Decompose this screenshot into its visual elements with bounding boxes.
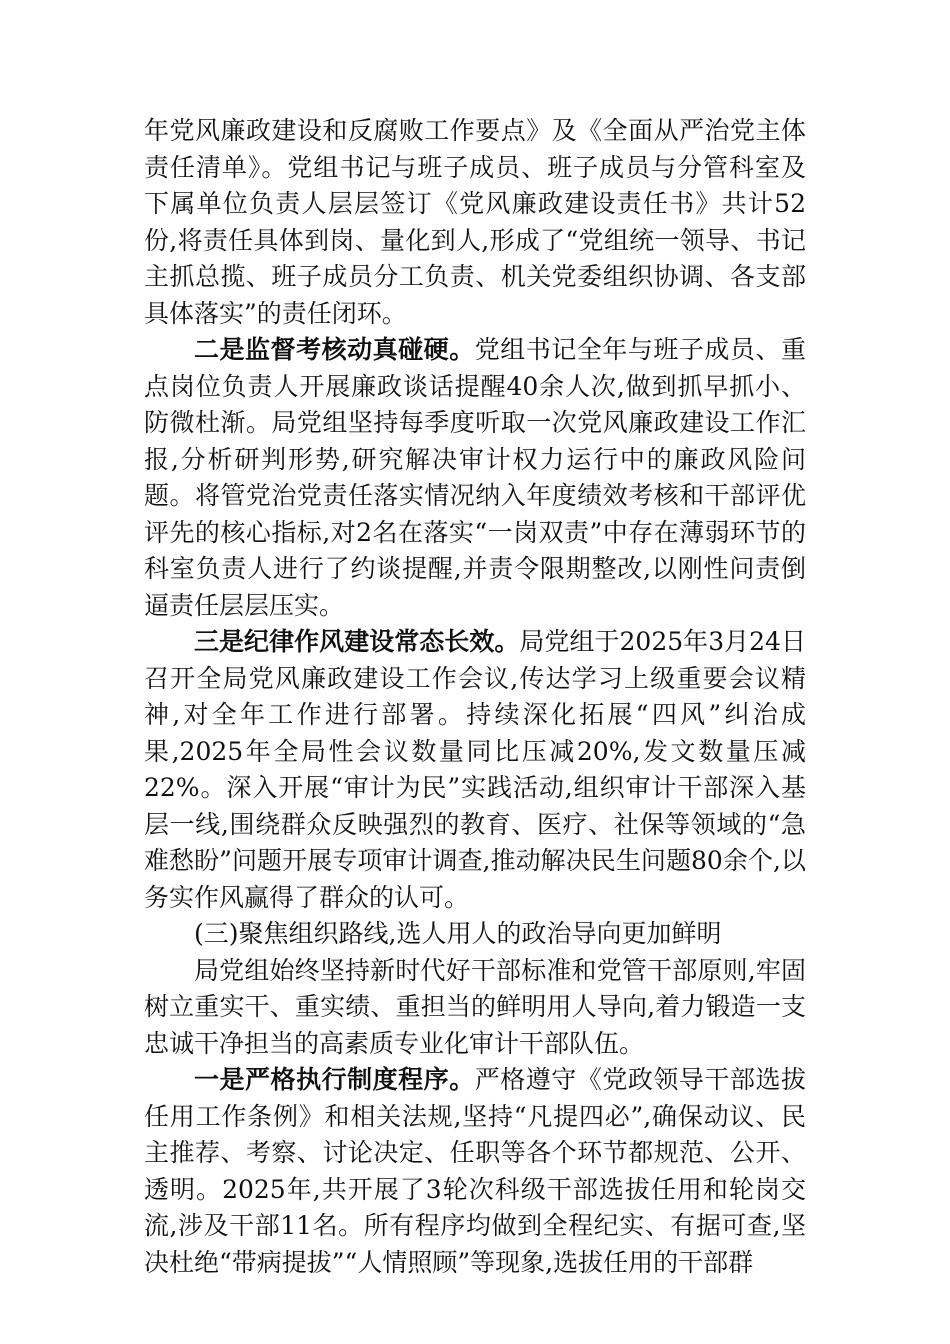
paragraph-text: 局党组始终坚持新时代好干部标准和党管干部原则,牢固树立重实干、重实绩、重担当的鲜明用人导向,着力锻造一支忠诚干净担当的高素质专业化审计干部队伍。 <box>144 955 806 1058</box>
section-heading <box>144 916 806 953</box>
paragraph-supervision <box>144 332 806 624</box>
paragraph-discipline-style <box>144 624 806 916</box>
section-heading-text: (三)聚焦组织路线,选人用人的政治导向更加鲜明 <box>194 919 722 948</box>
paragraph-text: 局党组于2025年3月24日召开全局党风廉政建设工作会议,传达学习上级重要会议精神,对全年工作进行部署。持续深化拓展“四风”纠治成果,2025年全局性会议数量同比压减20%,发文数量压减22%。深入开展“审计为民”实践活动,组织审计干部深入基层一线,围绕群众反映强烈的教育、医疗、社保等领域的“急难愁盼”问题开展专项审计调查,推动解决民生问题80余个,以务实作风赢得了群众的认可。 <box>144 627 806 912</box>
paragraph-text: 党组书记全年与班子成员、重点岗位负责人开展廉政谈话提醒40余人次,做到抓早抓小、防微杜渐。局党组坚持每季度听取一次党风廉政建设工作汇报,分析研判形势,研究解决审计权力运行中的廉政风险问题。将管党治党责任落实情况纳入年度绩效考核和干部评优评先的核心指标,对2名在落实“一岗双责”中存在薄弱环节的科室负责人进行了约谈提醒,并责令限期整改,以刚性问责倒逼责任层层压实。 <box>144 335 806 620</box>
paragraph-lead-heading: 二是监督考核动真碰硬。 <box>194 335 475 364</box>
paragraph-cadre-principle <box>144 953 806 1063</box>
paragraph-text: 年党风廉政建设和反腐败工作要点》及《全面从严治党主体责任清单》。党组书记与班子成员、班子成员与分管科室及下属单位负责人层层签订《党风廉政建设责任书》共计52份,将责任具体到岗、量化到人,形成了“党组统一领导、书记主抓总揽、班子成员分工负责、机关党委组织协调、各支部具体落实”的责任闭环。 <box>144 116 806 328</box>
paragraph-lead-heading: 三是纪律作风建设常态长效。 <box>194 627 520 656</box>
paragraph-lead-heading: 一是严格执行制度程序。 <box>194 1065 475 1094</box>
document-page <box>144 113 806 1281</box>
paragraph-text: 严格遵守《党政领导干部选拔任用工作条例》和相关法规,坚持“凡提四必”,确保动议、民主推荐、考察、讨论决定、任职等各个环节都规范、公开、透明。2025年,共开展了3轮次科级干部选拔任用和轮岗交流,涉及干部11名。所有程序均做到全程纪实、有据可查,坚决杜绝“带病提拔”“人情照顾”等现象,选拔任用的干部群 <box>144 1065 806 1277</box>
paragraph-responsibility-closure <box>144 113 806 332</box>
paragraph-procedure <box>144 1062 806 1281</box>
